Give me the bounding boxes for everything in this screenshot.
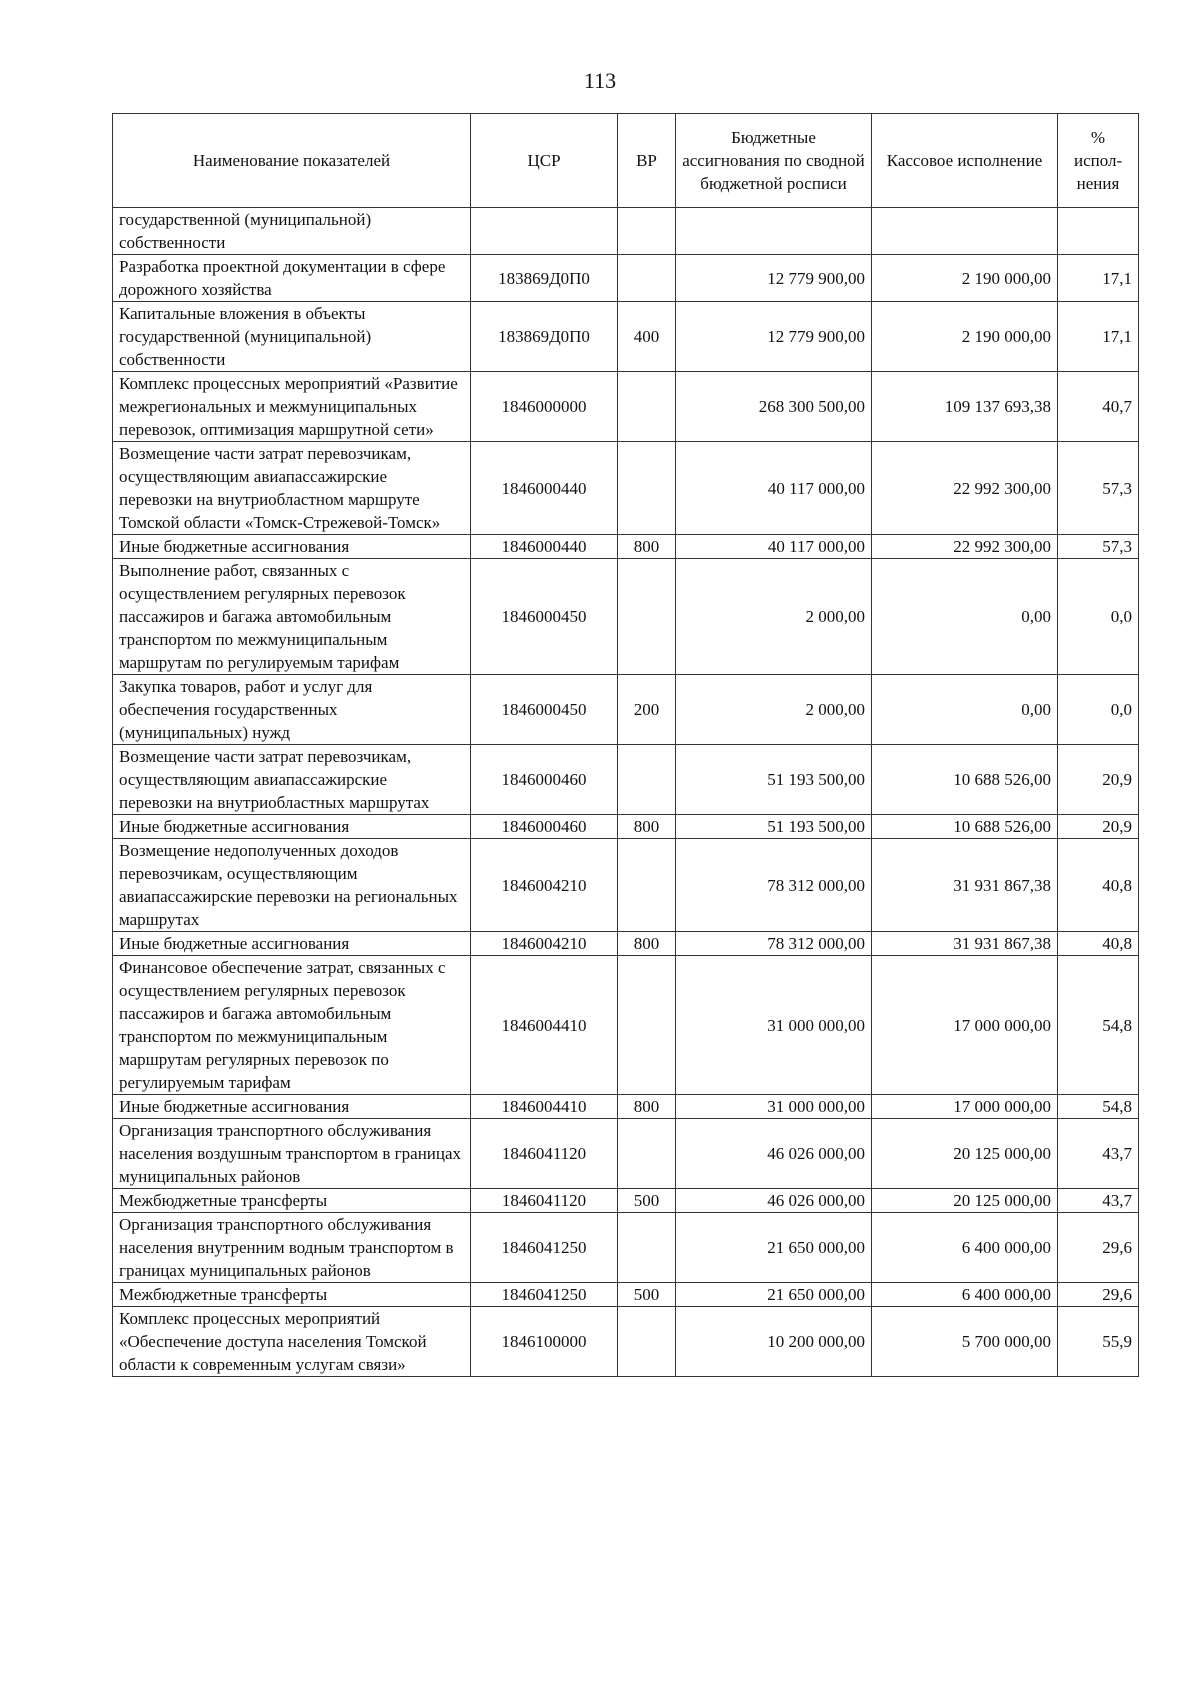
cell-assignments: 51 193 500,00 (676, 745, 872, 815)
table-row (113, 956, 1139, 1095)
table-row (113, 815, 1139, 839)
cell-csr: 1846000450 (471, 675, 618, 745)
table-header-row (113, 114, 1139, 208)
cell-assignments: 46 026 000,00 (676, 1119, 872, 1189)
cell-name: Иные бюджетные ассигнования (113, 932, 471, 956)
cell-assignments: 2 000,00 (676, 559, 872, 675)
cell-csr: 1846000460 (471, 745, 618, 815)
cell-vr: 800 (618, 535, 676, 559)
cell-execution: 6 400 000,00 (872, 1213, 1058, 1283)
cell-assignments: 12 779 900,00 (676, 255, 872, 302)
cell-name: Межбюджетные трансферты (113, 1283, 471, 1307)
cell-execution: 10 688 526,00 (872, 745, 1058, 815)
cell-execution: 10 688 526,00 (872, 815, 1058, 839)
cell-vr: 200 (618, 675, 676, 745)
table-row (113, 372, 1139, 442)
budget-execution-table (112, 113, 1139, 1377)
cell-percent: 29,6 (1058, 1213, 1139, 1283)
cell-csr: 1846000440 (471, 535, 618, 559)
table-row (113, 302, 1139, 372)
header-execution: Кассовое исполнение (872, 114, 1058, 208)
cell-percent: 29,6 (1058, 1283, 1139, 1307)
cell-assignments: 268 300 500,00 (676, 372, 872, 442)
table-row (113, 932, 1139, 956)
cell-csr: 1846000000 (471, 372, 618, 442)
cell-vr (618, 208, 676, 255)
cell-percent: 40,8 (1058, 932, 1139, 956)
cell-vr: 800 (618, 932, 676, 956)
cell-vr (618, 372, 676, 442)
cell-percent: 55,9 (1058, 1307, 1139, 1377)
cell-execution: 20 125 000,00 (872, 1189, 1058, 1213)
cell-vr (618, 1119, 676, 1189)
cell-assignments: 78 312 000,00 (676, 932, 872, 956)
cell-assignments: 21 650 000,00 (676, 1283, 872, 1307)
header-percent: % испол-нения (1058, 114, 1139, 208)
cell-name: Выполнение работ, связанных с осуществлением регулярных перевозок пассажиров и багажа автомобильным транспортом по межмуниципальным маршрутам по регулируемым тарифам (113, 559, 471, 675)
cell-assignments: 51 193 500,00 (676, 815, 872, 839)
table-row (113, 1189, 1139, 1213)
cell-csr (471, 208, 618, 255)
cell-percent: 57,3 (1058, 535, 1139, 559)
cell-percent: 17,1 (1058, 302, 1139, 372)
cell-assignments: 40 117 000,00 (676, 442, 872, 535)
cell-csr: 1846004410 (471, 1095, 618, 1119)
table-row (113, 442, 1139, 535)
cell-execution: 31 931 867,38 (872, 932, 1058, 956)
cell-assignments: 78 312 000,00 (676, 839, 872, 932)
cell-percent: 43,7 (1058, 1119, 1139, 1189)
table-row (113, 559, 1139, 675)
cell-csr: 1846000450 (471, 559, 618, 675)
cell-name: Иные бюджетные ассигнования (113, 535, 471, 559)
cell-execution: 31 931 867,38 (872, 839, 1058, 932)
cell-assignments: 12 779 900,00 (676, 302, 872, 372)
table-row (113, 1213, 1139, 1283)
cell-percent: 57,3 (1058, 442, 1139, 535)
table-row (113, 255, 1139, 302)
cell-execution: 6 400 000,00 (872, 1283, 1058, 1307)
cell-csr: 183869Д0П0 (471, 302, 618, 372)
cell-vr (618, 839, 676, 932)
cell-name: Иные бюджетные ассигнования (113, 1095, 471, 1119)
cell-vr: 500 (618, 1283, 676, 1307)
table-row (113, 208, 1139, 255)
cell-csr: 1846100000 (471, 1307, 618, 1377)
cell-vr (618, 1213, 676, 1283)
cell-percent: 40,8 (1058, 839, 1139, 932)
cell-assignments: 2 000,00 (676, 675, 872, 745)
cell-vr (618, 559, 676, 675)
cell-percent: 43,7 (1058, 1189, 1139, 1213)
cell-execution: 20 125 000,00 (872, 1119, 1058, 1189)
cell-csr: 1846041250 (471, 1213, 618, 1283)
cell-name: Возмещение части затрат перевозчикам, осуществляющим авиапассажирские перевозки на внутриобластных маршрутах (113, 745, 471, 815)
cell-execution: 22 992 300,00 (872, 535, 1058, 559)
cell-name: Финансовое обеспечение затрат, связанных с осуществлением регулярных перевозок пассажиров и багажа автомобильным транспортом по межмуниципальным маршрутам регулярных перевозок по регулируемым тарифам (113, 956, 471, 1095)
cell-csr: 1846004210 (471, 932, 618, 956)
cell-name: Комплекс процессных мероприятий «Обеспечение доступа населения Томской области к современным услугам связи» (113, 1307, 471, 1377)
cell-name: Закупка товаров, работ и услуг для обеспечения государственных (муниципальных) нужд (113, 675, 471, 745)
table-row (113, 1307, 1139, 1377)
cell-name: Капитальные вложения в объекты государственной (муниципальной) собственности (113, 302, 471, 372)
cell-percent: 54,8 (1058, 956, 1139, 1095)
table-row (113, 675, 1139, 745)
cell-name: Разработка проектной документации в сфере дорожного хозяйства (113, 255, 471, 302)
table-row (113, 839, 1139, 932)
cell-csr: 1846004210 (471, 839, 618, 932)
cell-execution: 2 190 000,00 (872, 302, 1058, 372)
cell-execution: 17 000 000,00 (872, 956, 1058, 1095)
cell-execution: 5 700 000,00 (872, 1307, 1058, 1377)
cell-csr: 1846000440 (471, 442, 618, 535)
cell-vr (618, 442, 676, 535)
cell-execution: 0,00 (872, 675, 1058, 745)
cell-execution (872, 208, 1058, 255)
cell-percent: 20,9 (1058, 815, 1139, 839)
table-row (113, 745, 1139, 815)
cell-execution: 22 992 300,00 (872, 442, 1058, 535)
cell-csr: 1846041250 (471, 1283, 618, 1307)
cell-assignments (676, 208, 872, 255)
cell-vr: 800 (618, 815, 676, 839)
table-row (113, 1095, 1139, 1119)
cell-csr: 1846000460 (471, 815, 618, 839)
cell-assignments: 31 000 000,00 (676, 956, 872, 1095)
cell-name: Межбюджетные трансферты (113, 1189, 471, 1213)
cell-percent: 54,8 (1058, 1095, 1139, 1119)
table-row (113, 1119, 1139, 1189)
page-number: 113 (583, 68, 617, 93)
cell-csr: 183869Д0П0 (471, 255, 618, 302)
cell-name: государственной (муниципальной) собственности (113, 208, 471, 255)
table-body (113, 208, 1139, 1377)
cell-vr (618, 745, 676, 815)
cell-percent: 40,7 (1058, 372, 1139, 442)
header-vr: ВР (618, 114, 676, 208)
cell-execution: 0,00 (872, 559, 1058, 675)
cell-csr: 1846041120 (471, 1189, 618, 1213)
cell-assignments: 46 026 000,00 (676, 1189, 872, 1213)
cell-assignments: 40 117 000,00 (676, 535, 872, 559)
cell-percent: 17,1 (1058, 255, 1139, 302)
cell-name: Комплекс процессных мероприятий «Развитие межрегиональных и межмуниципальных перевозок, оптимизация маршрутной сети» (113, 372, 471, 442)
cell-execution: 109 137 693,38 (872, 372, 1058, 442)
table-row (113, 535, 1139, 559)
cell-csr: 1846041120 (471, 1119, 618, 1189)
cell-csr: 1846004410 (471, 956, 618, 1095)
header-csr: ЦСР (471, 114, 618, 208)
cell-vr (618, 255, 676, 302)
cell-name: Возмещение части затрат перевозчикам, осуществляющим авиапассажирские перевозки на внутриобластном маршруте Томской области «Томск-Стрежевой-Томск» (113, 442, 471, 535)
cell-assignments: 21 650 000,00 (676, 1213, 872, 1283)
cell-vr (618, 1307, 676, 1377)
cell-name: Организация транспортного обслуживания населения воздушным транспортом в границах муниципальных районов (113, 1119, 471, 1189)
cell-assignments: 10 200 000,00 (676, 1307, 872, 1377)
cell-vr: 500 (618, 1189, 676, 1213)
table-row (113, 1283, 1139, 1307)
cell-percent: 20,9 (1058, 745, 1139, 815)
cell-name: Организация транспортного обслуживания населения внутренним водным транспортом в границах муниципальных районов (113, 1213, 471, 1283)
cell-vr: 800 (618, 1095, 676, 1119)
cell-assignments: 31 000 000,00 (676, 1095, 872, 1119)
cell-name: Возмещение недополученных доходов перевозчикам, осуществляющим авиапассажирские перевозки на региональных маршрутах (113, 839, 471, 932)
cell-percent: 0,0 (1058, 559, 1139, 675)
cell-vr (618, 956, 676, 1095)
cell-name: Иные бюджетные ассигнования (113, 815, 471, 839)
cell-vr: 400 (618, 302, 676, 372)
header-assignments: Бюджетные ассигнования по сводной бюджетной росписи (676, 114, 872, 208)
cell-execution: 2 190 000,00 (872, 255, 1058, 302)
cell-percent (1058, 208, 1139, 255)
cell-execution: 17 000 000,00 (872, 1095, 1058, 1119)
cell-percent: 0,0 (1058, 675, 1139, 745)
header-name: Наименование показателей (113, 114, 471, 208)
